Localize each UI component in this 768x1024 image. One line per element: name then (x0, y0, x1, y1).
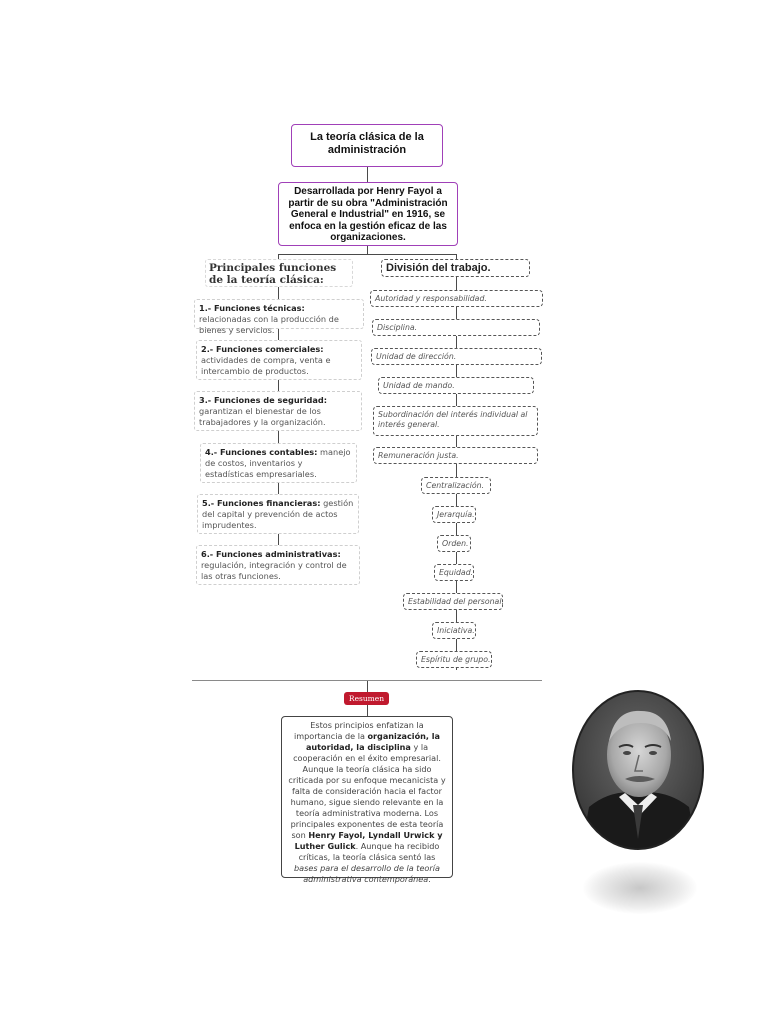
function-box (196, 545, 360, 585)
principle-item: Disciplina. (372, 319, 540, 336)
function-name: 5.- Funciones financieras: (202, 498, 321, 508)
function-name: 2.- Funciones comerciales: (201, 344, 324, 354)
division-heading: División del trabajo. (381, 259, 530, 277)
principle-item: Estabilidad del personal. (403, 593, 503, 610)
portrait-photo-icon (571, 689, 705, 851)
summary-italic: bases para el desarrollo de la teoría administrativa contemporánea (294, 863, 440, 884)
summary-text: . (428, 874, 431, 884)
connector (367, 680, 368, 692)
description-box: Desarrollada por Henry Fayol a partir de su obra "Administración General e Industrial" en 1916, se enfoca en la gestión eficaz de las organizaciones. (278, 182, 458, 246)
function-box (200, 443, 357, 483)
function-box (194, 299, 364, 335)
connector (367, 167, 368, 182)
connector (367, 246, 368, 254)
principle-item: Subordinación del interés individual al interés general. (373, 406, 538, 436)
functions-heading: Principales funciones de la teoría clásica: (205, 259, 353, 287)
principle-item: Orden. (437, 535, 471, 552)
function-text: gestión del capital y prevención de actos imprudentes. (202, 498, 354, 530)
function-text: actividades de compra, venta e intercambio de productos. (201, 355, 331, 376)
summary-text: Estos principios enfatizan la importancia de la (293, 720, 424, 741)
function-name: 6.- Funciones administrativas: (201, 549, 341, 559)
summary-box (281, 716, 453, 884)
function-box (197, 494, 359, 534)
principle-item: Remuneración justa. (373, 447, 538, 464)
principle-item: Unidad de dirección. (371, 348, 542, 365)
connector (278, 254, 456, 255)
principle-item: Equidad. (434, 564, 474, 581)
principle-item: Centralización. (421, 477, 491, 494)
principle-item: Iniciativa. (432, 622, 476, 639)
function-text: manejo de costos, inventarios y estadísticas empresariales. (205, 447, 351, 479)
principle-item: Autoridad y responsabilidad. (370, 290, 543, 307)
function-name: 3.- Funciones de seguridad: (199, 395, 328, 405)
summary-badge: Resumen (344, 692, 389, 705)
portrait-shadow (583, 862, 697, 914)
main-title: La teoría clásica de la administración (291, 124, 443, 167)
section-divider (192, 680, 542, 681)
function-name: 4.- Funciones contables: (205, 447, 318, 457)
summary-emphasis: organización, la autoridad, la disciplina (305, 731, 441, 752)
function-name: 1.- Funciones técnicas: (199, 303, 305, 313)
function-box (194, 391, 362, 431)
principle-item: Espíritu de grupo. (416, 651, 492, 668)
connector (367, 704, 368, 716)
function-text: relacionadas con la producción de bienes y servicios. (199, 314, 339, 335)
principle-item: Unidad de mando. (378, 377, 534, 394)
summary-text: y la cooperación en el éxito empresarial. Aunque la teoría clásica ha sido criticada por su enfoque mecanicista y falta de consideración hacia el factor humano, sigue siendo relevante en la teoría administrativa moderna. Los principales exponentes de esta teoría son (288, 742, 446, 840)
summary-emphasis: Henry Fayol, Lyndall Urwick y Luther Gulick (294, 830, 443, 851)
function-box (196, 340, 362, 380)
function-text: garantizan el bienestar de los trabajadores y la organización. (199, 406, 326, 427)
principle-item: Jerarquía. (432, 506, 476, 523)
summary-text: . Aunque ha recibido críticas, la teoría clásica sentó las (298, 841, 440, 862)
function-text: regulación, integración y control de las otras funciones. (201, 560, 347, 581)
